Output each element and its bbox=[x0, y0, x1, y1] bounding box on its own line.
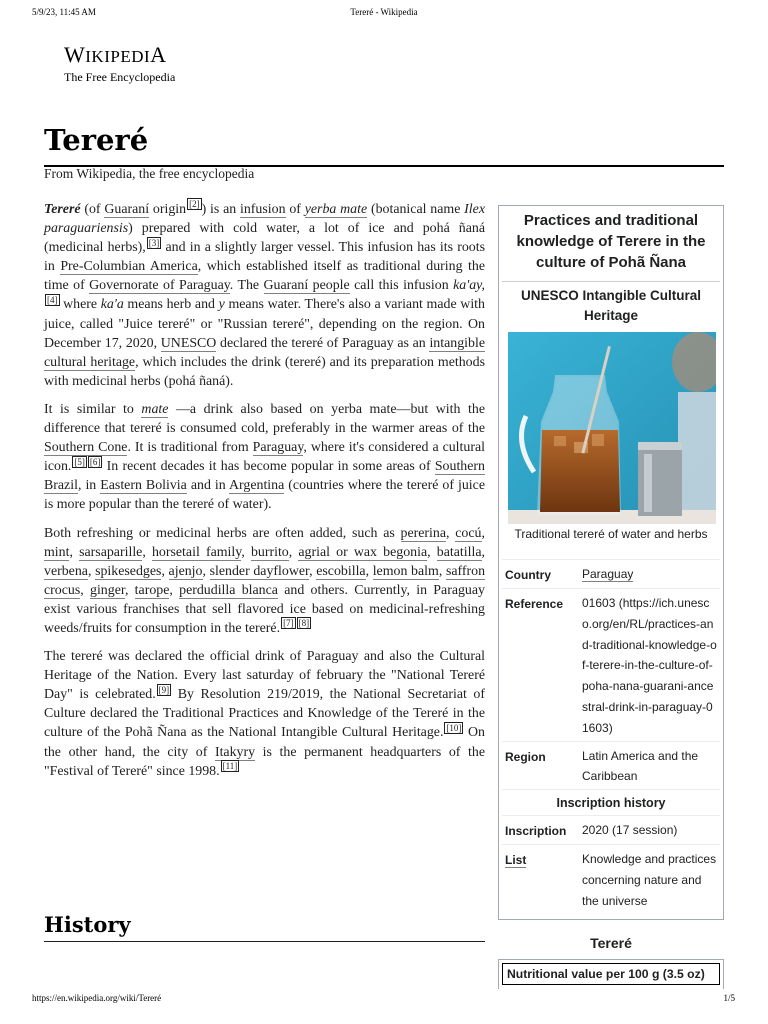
ref-link[interactable]: [8] bbox=[298, 618, 310, 629]
link-herb[interactable]: escobilla bbox=[316, 563, 366, 579]
link-intangible-heritage[interactable]: intangible cultural heritage bbox=[44, 335, 485, 370]
terere-photo-image bbox=[508, 332, 716, 524]
link-herb[interactable]: tarope bbox=[134, 582, 170, 598]
link-herb[interactable]: slender dayflower bbox=[209, 563, 310, 579]
infobox-row-list bbox=[502, 844, 720, 913]
link-herb[interactable]: perdudilla blanca bbox=[179, 582, 278, 598]
print-page-number: 1/5 bbox=[723, 993, 735, 1003]
term: y bbox=[218, 297, 225, 313]
text: On the other hand, the city of bbox=[44, 725, 485, 760]
separator: , bbox=[169, 582, 180, 598]
separator: , bbox=[142, 544, 152, 560]
separator: , bbox=[202, 563, 210, 579]
text: means herb and bbox=[123, 297, 219, 313]
separator: , bbox=[446, 525, 456, 541]
infobox-section-header: Inscription history bbox=[502, 789, 720, 815]
link-herb[interactable]: mint bbox=[44, 544, 70, 560]
text: By Resolution 219/2019, the National Secretariat of Culture declared the Traditional Practices and Knowledge of the Tereré in the culture of the Pohã Ñana as the National Intangible Cultural Heritage. bbox=[44, 687, 485, 741]
text: where bbox=[59, 297, 101, 313]
infobox2-title: Tereré bbox=[590, 935, 632, 951]
print-datetime: 5/9/23, 11:45 AM bbox=[32, 7, 96, 17]
text: . It is traditional from bbox=[127, 440, 253, 456]
infobox-row-region bbox=[502, 741, 720, 790]
text: ) is an bbox=[201, 202, 240, 217]
separator: , bbox=[309, 563, 317, 579]
text: ) prepared with cold water, a lot of ice and pohá ñaná (medicinal herbs), bbox=[44, 221, 485, 256]
row-label: Inscription bbox=[505, 824, 567, 839]
text: of bbox=[285, 202, 305, 217]
text: origin bbox=[149, 202, 187, 217]
paragraph-3 bbox=[44, 524, 485, 639]
ref-link[interactable]: [3] bbox=[148, 237, 160, 248]
link-paraguay[interactable]: Paraguay bbox=[252, 440, 304, 456]
link-guarani[interactable]: Guaraní bbox=[104, 202, 150, 217]
infobox-row-reference bbox=[502, 588, 720, 741]
link-southern-cone[interactable]: Southern Cone bbox=[44, 440, 128, 456]
link-label: List bbox=[505, 853, 527, 868]
text: . The bbox=[229, 278, 264, 294]
link-yerba-mate[interactable] bbox=[305, 202, 367, 218]
link-unesco[interactable]: UNESCO bbox=[160, 335, 217, 351]
text: It is similar to bbox=[44, 401, 142, 417]
paragraph-4 bbox=[44, 647, 485, 781]
text: declared the tereré of Paraguay as an bbox=[216, 335, 430, 351]
separator: , bbox=[288, 544, 299, 560]
paragraph-1 bbox=[44, 200, 485, 391]
logo-wordmark bbox=[64, 44, 175, 68]
row-value-link[interactable] bbox=[579, 560, 720, 588]
link-guarani-people[interactable]: Guaraní people bbox=[263, 278, 350, 294]
text: In recent decades it has become popular in some areas of bbox=[102, 459, 435, 475]
link-herb[interactable]: ginger bbox=[90, 582, 125, 598]
link-label: yerba mate bbox=[304, 202, 368, 217]
link-herb[interactable]: saffron crocus bbox=[44, 563, 486, 598]
term: ka'ay, bbox=[453, 278, 486, 294]
print-header bbox=[0, 7, 768, 21]
infobox-rows bbox=[502, 559, 720, 914]
text: , which established itself as traditional during the time of bbox=[44, 259, 485, 294]
link-herb[interactable]: sarsaparille bbox=[79, 544, 143, 560]
link-infusion[interactable]: infusion bbox=[239, 202, 286, 217]
text: (countries where the tereré of juice is more popular than the tereré of water). bbox=[44, 478, 485, 513]
separator: , bbox=[365, 563, 373, 579]
separator: , bbox=[481, 544, 485, 560]
row-value-link[interactable]: 01603 (https://ich.unesco.org/en/RL/practices-and-traditional-knowledge-of-terere-in-the-culture-of-poha-nana-guarani-ancestral-drink-in-paraguay-01603) bbox=[582, 596, 717, 735]
infobox-image-caption: Traditional tereré of water and herbs bbox=[514, 527, 708, 541]
terere-photo[interactable] bbox=[508, 332, 716, 524]
link-mate[interactable] bbox=[141, 402, 168, 418]
ref-link[interactable]: [2] bbox=[189, 199, 200, 210]
link-herb[interactable]: lemon balm bbox=[372, 563, 439, 579]
link-herb[interactable]: burrito bbox=[250, 544, 289, 560]
infobox-title: Practices and traditional knowledge of Terere in the culture of Pohã Ñana bbox=[516, 212, 706, 271]
separator: , bbox=[161, 563, 169, 579]
page-title: Tereré bbox=[44, 123, 149, 157]
article-body bbox=[44, 200, 485, 790]
text: Both refreshing or medicinal herbs are often added, such as bbox=[44, 525, 401, 541]
separator: , bbox=[427, 544, 437, 560]
paragraph-2 bbox=[44, 400, 485, 515]
link-herb[interactable]: agrial or wax begonia bbox=[298, 544, 428, 560]
print-url: https://en.wikipedia.org/wiki/Tereré bbox=[32, 993, 162, 1003]
row-value: Latin America and the Caribbean bbox=[582, 748, 699, 784]
link-governorate[interactable]: Governorate of Paraguay bbox=[89, 278, 230, 294]
logo-initial: W bbox=[64, 42, 86, 67]
row-value: Knowledge and practices concerning nature and the universe bbox=[582, 852, 717, 908]
link-label: Paraguay bbox=[582, 567, 634, 581]
section-divider bbox=[44, 941, 485, 942]
separator: , bbox=[438, 563, 446, 579]
text: and others. Currently, in Paraguay exist various franchises that sell flavored ice based on medicinal-refreshing weeds/fruits for consumption in the tereré. bbox=[44, 582, 485, 636]
ref-link[interactable]: [11] bbox=[222, 761, 238, 771]
term: ka'a bbox=[100, 297, 124, 313]
ref-link[interactable]: [10] bbox=[446, 722, 462, 733]
text: The tereré was declared the official drink of Paraguay and also the Cultural Heritage of the Nation. Every last saturday of february the "National Tereré Day" is celebrated. bbox=[44, 649, 485, 703]
link-southern-brazil[interactable]: Southern Brazil bbox=[44, 459, 485, 494]
nutrition-header: Nutritional value per 100 g (3.5 oz) bbox=[502, 963, 720, 985]
separator: , bbox=[241, 544, 251, 560]
logo-tagline: The Free Encyclopedia bbox=[64, 70, 176, 84]
logo-final: A bbox=[150, 42, 167, 67]
text: , in bbox=[77, 478, 101, 494]
text: is the permanent headquarters of the "Festival of Tereré" since 1998. bbox=[44, 744, 485, 779]
link-itakyry[interactable]: Itakyry bbox=[214, 744, 256, 760]
ref-link[interactable]: [4] bbox=[47, 294, 58, 305]
link-herb[interactable]: ajenjo bbox=[168, 563, 203, 579]
link-eastern-bolivia[interactable]: Eastern Bolivia bbox=[100, 478, 187, 494]
link-pre-columbian[interactable]: Pre-Columbian America bbox=[60, 259, 198, 275]
row-label-link[interactable] bbox=[502, 845, 579, 913]
nutrition-infobox bbox=[498, 959, 724, 989]
section-heading-history: History bbox=[44, 912, 131, 937]
text: and in bbox=[186, 478, 229, 494]
row-label: Country bbox=[505, 568, 551, 582]
wikipedia-logo[interactable] bbox=[64, 44, 175, 85]
infobox bbox=[498, 205, 724, 920]
ref-link[interactable]: [9] bbox=[158, 684, 170, 695]
row-label: Region bbox=[505, 749, 546, 764]
link-argentina[interactable]: Argentina bbox=[228, 478, 285, 494]
site-subtitle: From Wikipedia, the free encyclopedia bbox=[44, 166, 255, 181]
botanical-name: Ilex paraguariensis bbox=[44, 202, 485, 237]
term-bold: Tereré bbox=[44, 202, 81, 217]
link-herb[interactable]: cocú bbox=[455, 525, 482, 541]
row-value: 2020 (17 session) bbox=[582, 823, 678, 838]
separator: , bbox=[69, 544, 80, 560]
separator: , bbox=[80, 582, 90, 598]
text: and in a slightly larger vessel. This infusion has its roots in bbox=[44, 240, 486, 275]
ref-link[interactable]: [6] bbox=[89, 456, 101, 467]
text: means water. There's also a variant made with juice, called "Juice tereré" or "Russian tereré", depending on the region. On December 17, 2020, bbox=[44, 297, 485, 351]
link-herb[interactable]: verbena bbox=[44, 563, 88, 579]
link-herb[interactable]: spikesedges bbox=[95, 563, 162, 579]
row-label: Reference bbox=[505, 597, 564, 611]
link-label: mate bbox=[141, 401, 169, 417]
logo-rest: IKIPEDI bbox=[85, 47, 151, 66]
ref-link[interactable]: [7] bbox=[283, 618, 294, 629]
text: , where it's considered a cultural icon. bbox=[44, 440, 485, 475]
text: , which includes the drink (tereré) and its preparation methods with medicinal herbs (pohá ñaná). bbox=[44, 354, 485, 389]
text: —a drink also based on yerba mate—but with the difference that tereré is consumed cold, preferably in the warmer areas of the bbox=[44, 401, 485, 437]
separator: , bbox=[124, 582, 135, 598]
link-herb[interactable]: horsetail family bbox=[151, 544, 242, 560]
print-footer bbox=[0, 993, 768, 1007]
link-herb[interactable]: batatilla bbox=[436, 544, 482, 560]
infobox-row-inscription bbox=[502, 815, 720, 844]
text: call this infusion bbox=[349, 278, 454, 294]
separator: , bbox=[87, 563, 96, 579]
separator: , bbox=[481, 525, 485, 541]
link-herb[interactable]: pererina bbox=[400, 525, 447, 541]
infobox-row-country bbox=[502, 559, 720, 588]
print-page-title: Tereré - Wikipedia bbox=[350, 7, 418, 17]
text: (of bbox=[80, 202, 105, 217]
ref-link[interactable]: [5] bbox=[74, 456, 85, 467]
text: (botanical name bbox=[367, 202, 465, 217]
infobox-subtitle-link[interactable]: UNESCO Intangible Cultural Heritage bbox=[502, 281, 720, 326]
